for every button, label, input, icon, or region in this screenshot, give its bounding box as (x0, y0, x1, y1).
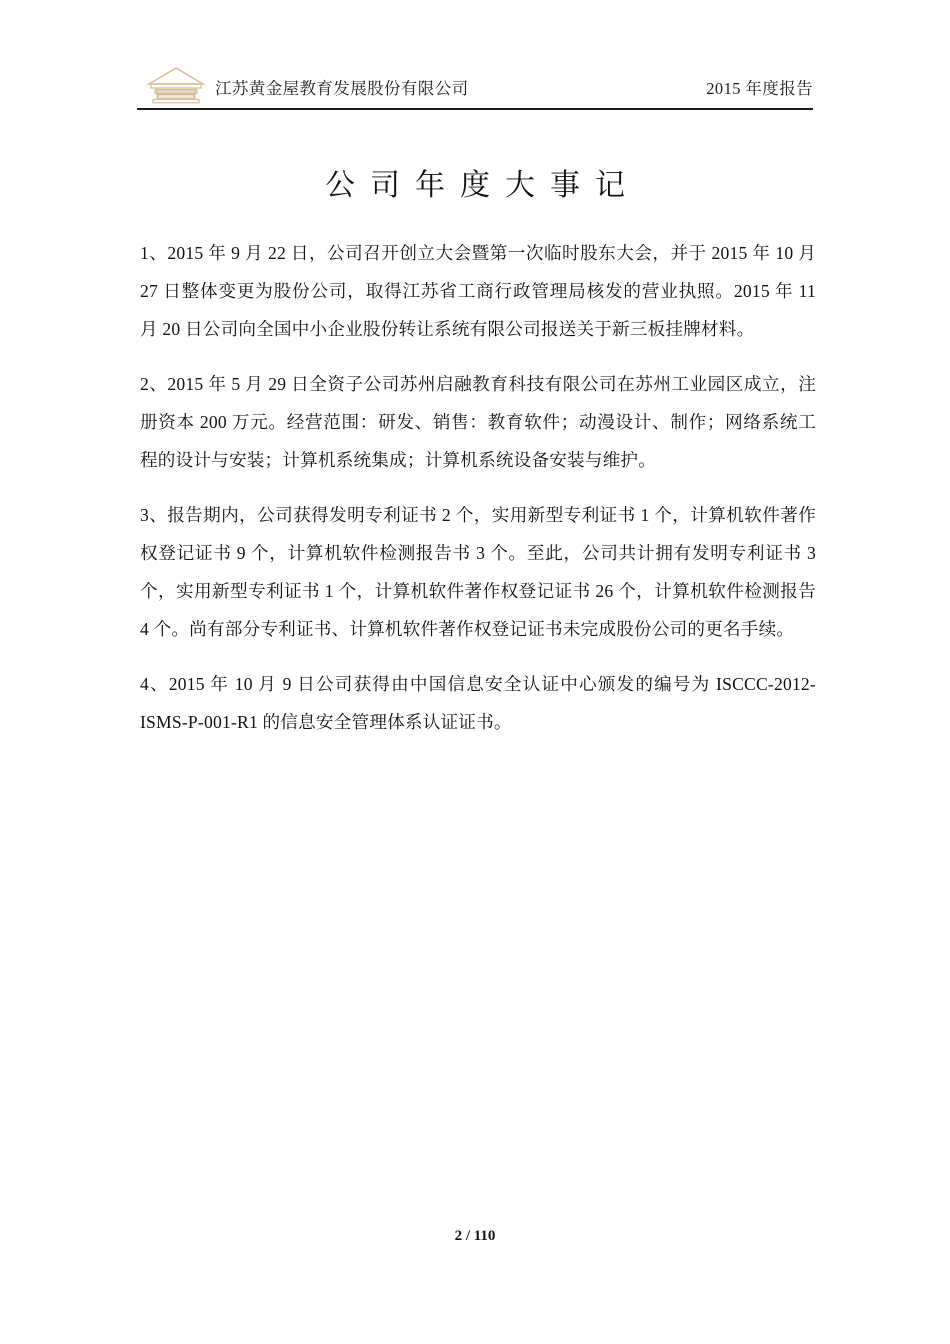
company-house-logo-icon (145, 64, 207, 106)
body-paragraph-4: 4、2015 年 10 月 9 日公司获得由中国信息安全认证中心颁发的编号为 ISCCC-2012-ISMS-P-001-R1 的信息安全管理体系认证证书。 (140, 674, 816, 732)
page-header (137, 62, 813, 110)
header-report-label: 2015 年度报告 (706, 79, 813, 98)
page-title: 公司年度大事记 (325, 169, 640, 202)
body-paragraph-2: 2、2015 年 5 月 29 日全资子公司苏州启融教育科技有限公司在苏州工业园区成立，注册资本 200 万元。经营范围：研发、销售：教育软件；动漫设计、制作；网络系统工程的设计与安装；计算机系统集成；计算机系统设备安装与维护。 (140, 374, 816, 470)
page-number-footer: 2 / 110 (454, 1228, 496, 1244)
document-body (140, 234, 816, 741)
body-paragraph-3: 3、报告期内，公司获得发明专利证书 2 个，实用新型专利证书 1 个，计算机软件著作权登记证书 9 个，计算机软件检测报告书 3 个。至此，公司共计拥有发明专利证书 3 个，实用新型专利证书 1 个，计算机软件著作权登记证书 26 个，计算机软件检测报告 4 个。尚有部分专利证书、计算机软件著作权登记证书未完成股份公司的更名手续。 (140, 505, 816, 639)
body-paragraph-1: 1、2015 年 9 月 22 日，公司召开创立大会暨第一次临时股东大会，并于 2015 年 10 月 27 日整体变更为股份公司，取得江苏省工商行政管理局核发的营业执照。2015 年 11 月 20 日公司向全国中小企业股份转让系统有限公司报送关于新三板挂牌材料。 (140, 243, 816, 339)
header-company-name: 江苏黄金屋教育发展股份有限公司 (215, 79, 469, 98)
page-header-inner (137, 62, 813, 108)
